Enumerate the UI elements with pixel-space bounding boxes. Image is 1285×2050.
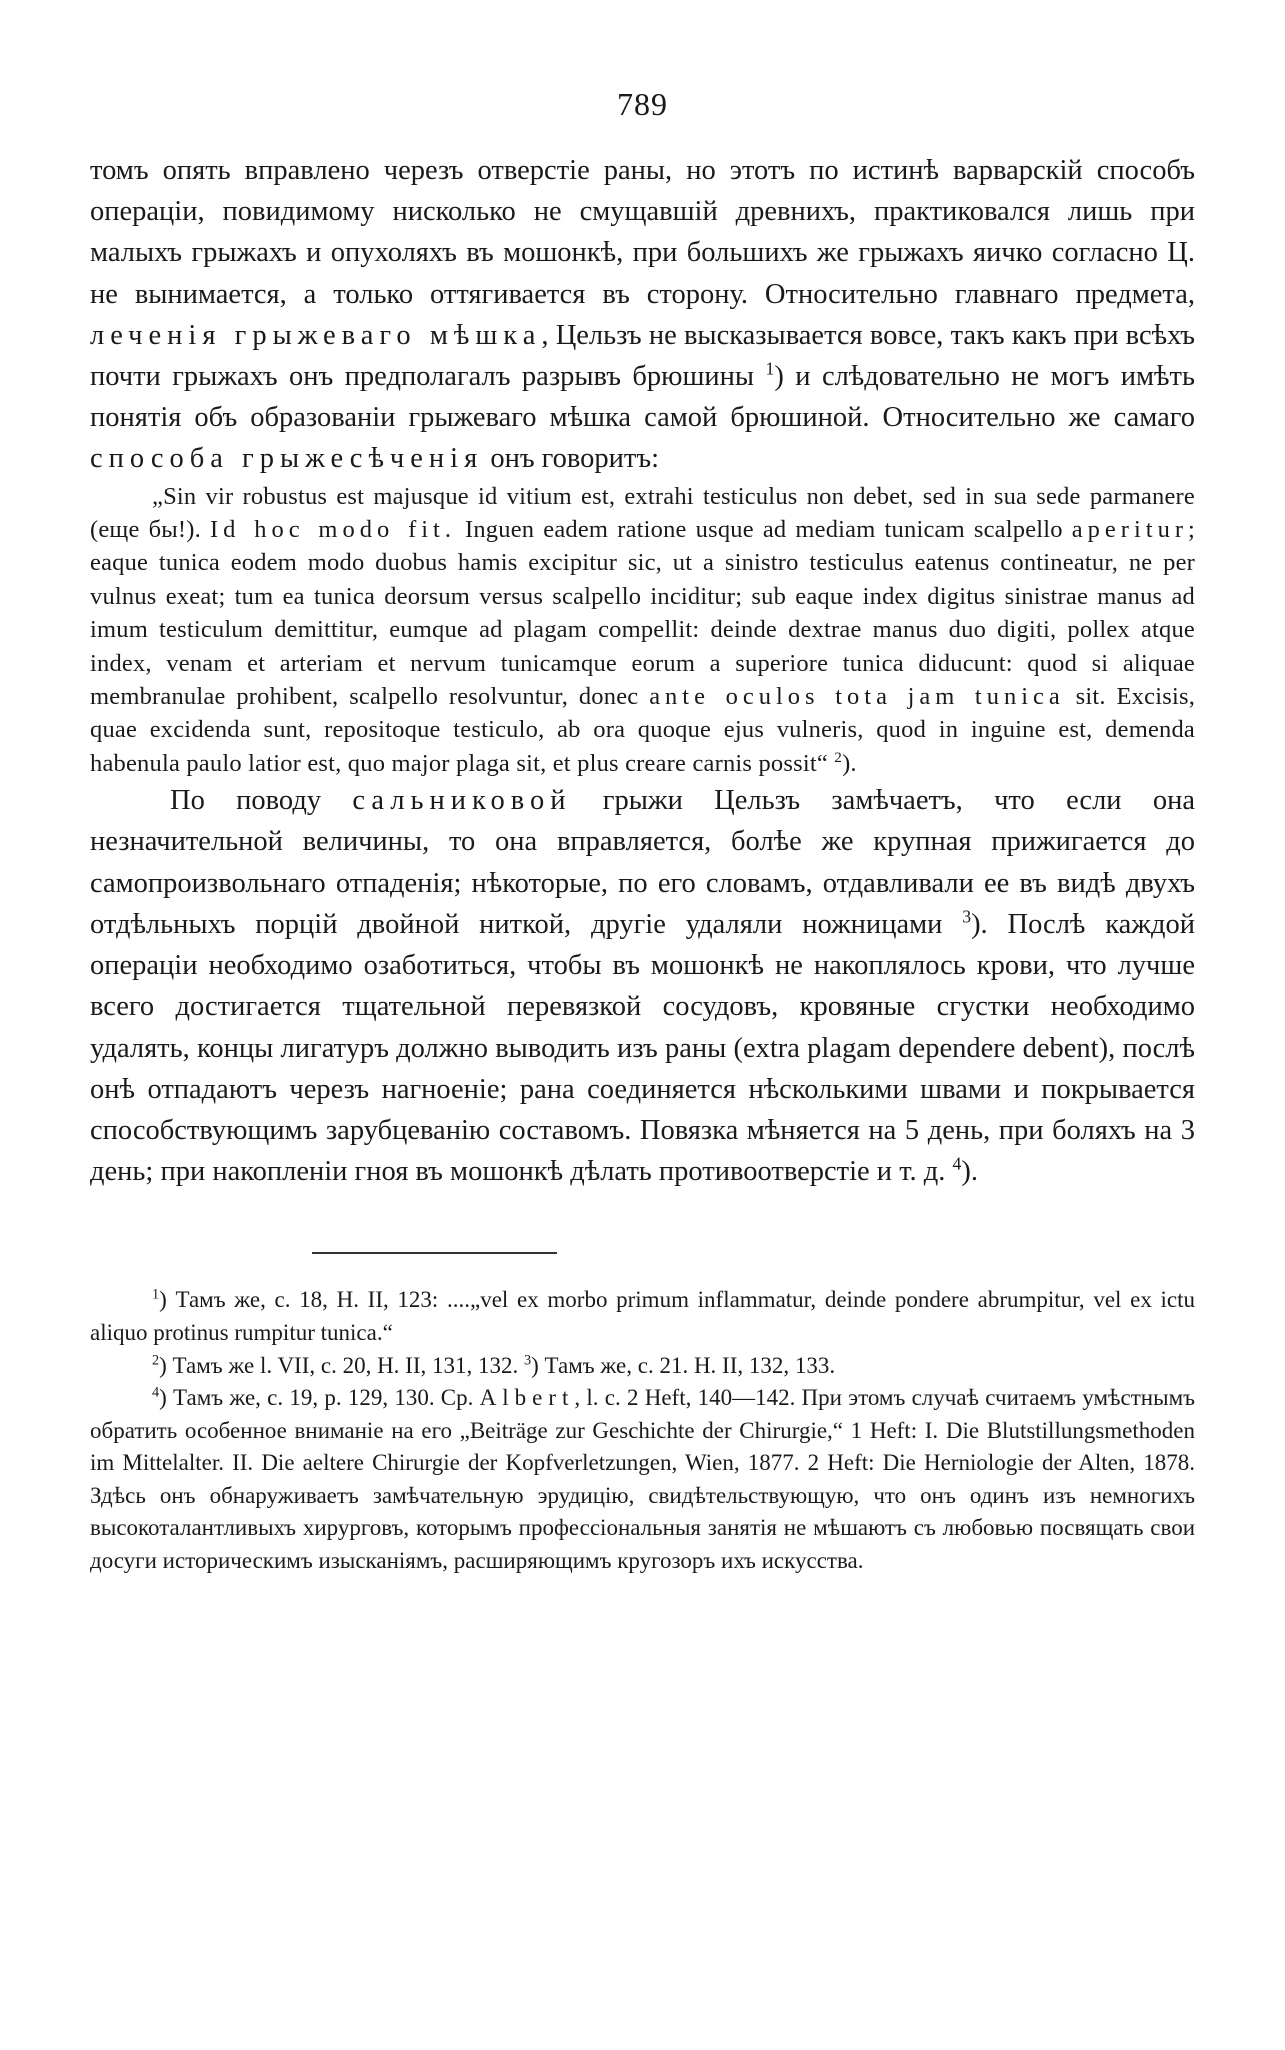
text: ). xyxy=(842,749,857,777)
emphasis: леченія грыжеваго мѣшка xyxy=(90,319,542,351)
text: ) Тамъ же, с. 19, р. 129, 130. Ср. xyxy=(159,1385,474,1411)
footnote-4 xyxy=(90,1382,1195,1578)
text: ) Тамъ же, с. 18, Н. II, 123: ....„vel ex morbo primum inflammatur, deinde pondere abrumpitur, vel ex ictu aliquo protinus rumpitur tunica.“ xyxy=(90,1287,1195,1345)
text: онъ говоритъ: xyxy=(490,443,660,475)
text: , l. c. 2 Heft, 140—142. При этомъ случаѣ считаемъ умѣстнымъ обратить особенное вниманіе на его „Beiträge zur Geschichte der Chirurgie,“ 1 Heft: I. Die Blutstillungsmethoden im Mittelalter. II. Die aeltere Chirurgie der Kopfverletzungen, Wien, 1877. 2 Heft: Die Herniologie der Alten, 1878. Здѣсь онъ обнаруживаетъ замѣчательную эрудицію, свидѣтельствующую, что онъ одинъ изъ немногихъ высокоталантливыхъ хирурговъ, которымъ профессіональныя занятія не мѣшаютъ съ любовью посвящать свои досуги историческимъ изысканіямъ, расширяющимъ кругозоръ ихъ искусства. xyxy=(90,1385,1196,1574)
footnote-ref: 3 xyxy=(962,906,972,927)
footnote-ref: 1 xyxy=(765,358,775,379)
text: „Sin vir robustus est majusque id vitium est, extrahi testiculus non debet, sed in sua sede parmanere (еще бы!). xyxy=(90,482,1195,544)
text: ). xyxy=(961,1156,978,1188)
text: ). Послѣ каждой операціи необходимо озаботиться, чтобы въ мошонкѣ не накоплялось крови, что лучше всего достигается тщательной перевязкой сосудовъ, кровяные сгустки необходимо удалять, концы лигатуръ должно выводить изъ раны (extra plagam dependere debent), послѣ онѣ отпадаютъ черезъ нагноеніе; рана соединяется нѣсколькими швами и покрывается способствующимъ зарубцеванію составомъ. Повязка мѣняется на 5 день, при боляхъ на 3 день; при накопленіи гноя въ мошонкѣ дѣлать противоотверстіе и т. д. xyxy=(90,908,1196,1188)
footnote-2-3 xyxy=(90,1350,1195,1383)
text: Inguen eadem ratione usque ad mediam tunicam scalpello xyxy=(465,516,1063,544)
emphasis: Albert xyxy=(479,1385,575,1411)
footnote-mark: 1 xyxy=(152,1286,160,1303)
emphasis: Id hoc modo fit. xyxy=(210,516,456,544)
text: ) Тамъ же, с. 21. Н. II, 132, 133. xyxy=(531,1352,836,1378)
emphasis: сальниковой xyxy=(352,785,572,817)
footnote-mark: 2 xyxy=(152,1351,160,1368)
text: ) и слѣдовательно не могъ имѣть понятія объ образованіи грыжеваго мѣшка самой брюшиной. Относительно же самаго xyxy=(90,361,1195,434)
footnote-mark: 3 xyxy=(524,1351,532,1368)
footnote-1 xyxy=(90,1284,1195,1349)
text: , Цельзъ не высказывается вовсе, такъ какъ при всѣхъ почти грыжахъ онъ предполагалъ разрывъ брюшины xyxy=(90,319,1195,393)
emphasis: aperitur xyxy=(1071,516,1188,544)
footnote-ref: 2 xyxy=(834,748,843,766)
emphasis: ante oculos tota jam tunica xyxy=(649,683,1065,711)
footnote-mark: 4 xyxy=(152,1384,160,1401)
paragraph-2 xyxy=(90,780,1195,1192)
footnote-divider xyxy=(312,1252,557,1254)
page-number: 789 xyxy=(617,86,668,122)
latin-quote xyxy=(90,480,1195,781)
text: ) Тамъ же l. VII, c. 20, H. II, 131, 132. xyxy=(159,1352,519,1378)
text: томъ опять вправлено черезъ отверстіе раны, но этотъ по истинѣ варварскій способъ операціи, повидимому нисколько не смущавшій древнихъ, практиковался лишь при малыхъ грыжахъ и опухоляхъ въ мошонкѣ, при большихъ же грыжахъ яичко согласно Ц. не вынимается, а только оттягивается въ сторону. Относительно главнаго предмета, xyxy=(90,155,1195,310)
footnote-ref: 4 xyxy=(952,1153,962,1174)
paragraph-1 xyxy=(90,150,1195,480)
emphasis: способа грыжесѣченія xyxy=(90,443,484,475)
text: sit. Excisis, quae excidenda sunt, repositoque testiculo, ab ora quoque ejus vulneris, quod in inguine est, demenda habenula paulo latior est, quo major plaga sit, et plus creare carnis possit“ xyxy=(90,683,1196,777)
text: По поводу xyxy=(170,785,322,817)
text: грыжи Цельзъ замѣчаетъ, что если она незначительной величины, то она вправляется, болѣе же крупная прижигается до самопроизвольнаго отпаденія; нѣкоторые, по его словамъ, отдавливали ее въ видѣ двухъ отдѣльныхъ порцій двойной ниткой, другіе удаляли ножницами xyxy=(90,785,1196,940)
text: ; eaque tunica eodem modo duobus hamis excipitur sic, ut a sinistro testiculus eatenus contineatur, ne per vulnus exeat; tum ea tunica deorsum versus scalpello inciditur; sub eaque index digitus sinistrae manus ad imum testiculum demittitur, eumque ad plagam compellit: deinde dextrae manus duo digiti, pollex atque index, venam et arteriam et nervum tunicamque eorum a superiore tunica diducunt: quod si aliquae membranulae prohibent, scalpello resolvuntur, donec xyxy=(90,516,1195,711)
